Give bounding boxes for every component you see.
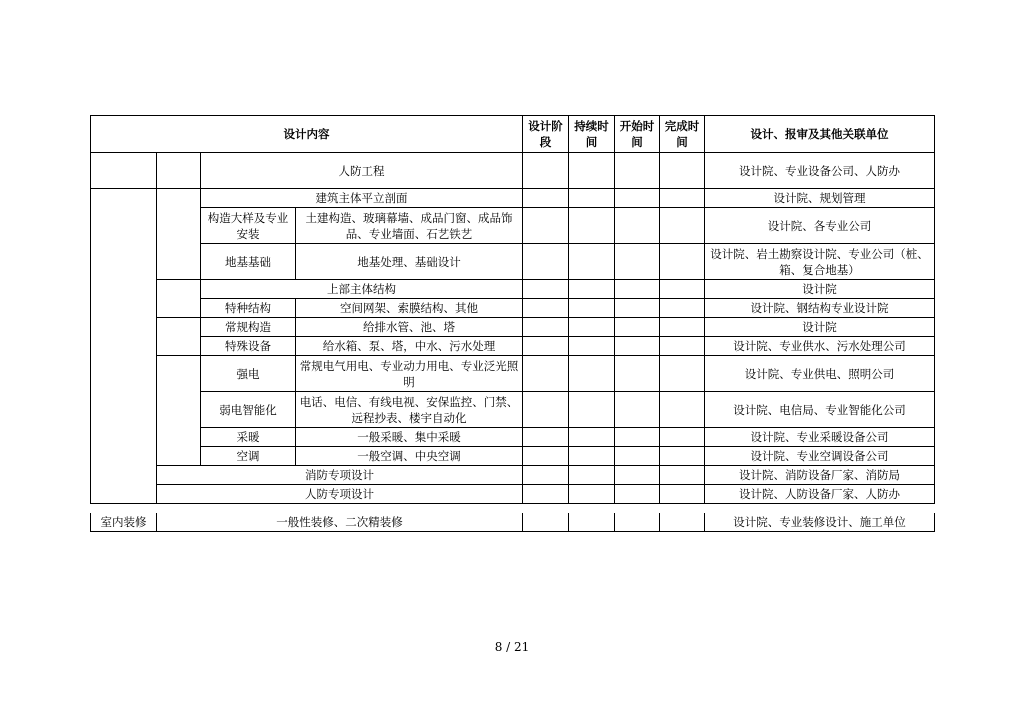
empty-cell [660, 318, 705, 337]
empty-cell [660, 485, 705, 504]
table-row [91, 208, 935, 244]
empty-cell [615, 356, 660, 392]
header-related-units: 设计、报审及其他关联单位 [705, 116, 935, 153]
row-units: 设计院、专业设备公司、人防办 [705, 153, 935, 189]
table-row [91, 318, 935, 337]
empty-cell [615, 513, 660, 532]
row-units: 设计院、各专业公司 [705, 208, 935, 244]
table-row [91, 485, 935, 504]
empty-cell [523, 337, 569, 356]
row-content: 土建构造、玻璃幕墙、成品门窗、成品饰品、专业墙面、石艺铁艺 [296, 208, 523, 244]
header-start-time: 开始时间 [615, 116, 660, 153]
empty-cell [615, 318, 660, 337]
empty-cell [569, 392, 615, 428]
group-cell [91, 189, 157, 504]
empty-cell [660, 208, 705, 244]
empty-cell [615, 337, 660, 356]
empty-cell [569, 208, 615, 244]
empty-cell [615, 208, 660, 244]
row-units: 设计院、专业供水、污水处理公司 [705, 337, 935, 356]
row-units: 设计院 [705, 318, 935, 337]
empty-cell [615, 428, 660, 447]
empty-cell [523, 280, 569, 299]
row-units: 设计院 [705, 280, 935, 299]
empty-cell [660, 513, 705, 532]
row-content: 给排水管、池、塔 [296, 318, 523, 337]
empty-cell [615, 447, 660, 466]
row-category: 构造大样及专业安装 [201, 208, 296, 244]
design-schedule-table-tail [90, 513, 935, 532]
empty-cell [660, 392, 705, 428]
table-header-row [91, 116, 935, 153]
row-content: 上部主体结构 [201, 280, 523, 299]
empty-cell [523, 299, 569, 318]
design-schedule-table [90, 115, 935, 504]
empty-cell [523, 244, 569, 280]
empty-cell [523, 447, 569, 466]
empty-cell [569, 153, 615, 189]
empty-cell [660, 244, 705, 280]
row-units: 设计院、电信局、专业智能化公司 [705, 392, 935, 428]
row-content: 人防专项设计 [157, 485, 523, 504]
empty-cell [523, 466, 569, 485]
table-row [91, 466, 935, 485]
row-units: 设计院、专业供电、照明公司 [705, 356, 935, 392]
empty-cell [615, 392, 660, 428]
empty-cell [569, 244, 615, 280]
row-content: 地基处理、基础设计 [296, 244, 523, 280]
header-design-content: 设计内容 [91, 116, 523, 153]
empty-cell [523, 485, 569, 504]
row-units: 设计院、专业装修设计、施工单位 [705, 513, 935, 532]
row-category: 采暖 [201, 428, 296, 447]
table-row [91, 392, 935, 428]
empty-cell [569, 189, 615, 208]
empty-cell [569, 280, 615, 299]
empty-cell [569, 513, 615, 532]
empty-cell [615, 189, 660, 208]
header-finish-time: 完成时间 [660, 116, 705, 153]
header-design-stage: 设计阶段 [523, 116, 569, 153]
table-row [91, 356, 935, 392]
table-row [91, 280, 935, 299]
empty-cell [660, 280, 705, 299]
row-units: 设计院、人防设备厂家、人防办 [705, 485, 935, 504]
empty-cell [615, 485, 660, 504]
empty-cell [523, 356, 569, 392]
empty-cell [523, 208, 569, 244]
header-duration: 持续时间 [569, 116, 615, 153]
row-content: 给水箱、泵、塔，中水、污水处理 [296, 337, 523, 356]
table-row [91, 153, 935, 189]
row-category: 特殊设备 [201, 337, 296, 356]
empty-cell [523, 318, 569, 337]
empty-cell [660, 337, 705, 356]
table-row [91, 299, 935, 318]
empty-cell [569, 466, 615, 485]
empty-cell [569, 356, 615, 392]
empty-cell [569, 337, 615, 356]
empty-cell [660, 466, 705, 485]
row-content: 人防工程 [201, 153, 523, 189]
empty-cell [569, 318, 615, 337]
row-category: 常规构造 [201, 318, 296, 337]
empty-cell [523, 189, 569, 208]
subgroup-cell [157, 318, 201, 356]
row-units: 设计院、规划管理 [705, 189, 935, 208]
row-units: 设计院、专业空调设备公司 [705, 447, 935, 466]
subgroup-cell [157, 280, 201, 318]
row-category: 空调 [201, 447, 296, 466]
empty-cell [615, 466, 660, 485]
empty-cell [660, 447, 705, 466]
empty-cell [523, 513, 569, 532]
empty-cell [569, 428, 615, 447]
row-content: 空间网架、索膜结构、其他 [296, 299, 523, 318]
empty-cell [569, 299, 615, 318]
empty-cell [569, 485, 615, 504]
row-category: 特种结构 [201, 299, 296, 318]
row-content: 建筑主体平立剖面 [201, 189, 523, 208]
empty-cell [660, 356, 705, 392]
empty-cell [523, 153, 569, 189]
table-row [91, 447, 935, 466]
empty-cell [615, 280, 660, 299]
empty-cell [523, 392, 569, 428]
empty-cell [157, 153, 201, 189]
table-row [91, 428, 935, 447]
row-content: 一般性装修、二次精装修 [157, 513, 523, 532]
table-row [91, 513, 935, 532]
empty-cell [523, 428, 569, 447]
empty-cell [660, 153, 705, 189]
empty-cell [91, 153, 157, 189]
row-units: 设计院、消防设备厂家、消防局 [705, 466, 935, 485]
row-category: 地基基础 [201, 244, 296, 280]
row-units: 设计院、岩土勘察设计院、专业公司（桩、箱、复合地基） [705, 244, 935, 280]
row-content: 一般采暖、集中采暖 [296, 428, 523, 447]
subgroup-cell [157, 189, 201, 280]
row-content: 常规电气用电、专业动力用电、专业泛光照明 [296, 356, 523, 392]
empty-cell [569, 447, 615, 466]
table-row [91, 337, 935, 356]
row-units: 设计院、钢结构专业设计院 [705, 299, 935, 318]
row-content: 一般空调、中央空调 [296, 447, 523, 466]
table-row [91, 189, 935, 208]
empty-cell [615, 299, 660, 318]
empty-cell [660, 428, 705, 447]
row-content: 电话、电信、有线电视、安保监控、门禁、远程抄表、楼宇自动化 [296, 392, 523, 428]
table-row [91, 244, 935, 280]
row-category: 室内装修 [91, 513, 157, 532]
empty-cell [660, 299, 705, 318]
row-category: 强电 [201, 356, 296, 392]
empty-cell [615, 153, 660, 189]
subgroup-cell [157, 356, 201, 466]
row-category: 弱电智能化 [201, 392, 296, 428]
empty-cell [660, 189, 705, 208]
page-number: 8 / 21 [494, 640, 530, 654]
row-content: 消防专项设计 [157, 466, 523, 485]
row-units: 设计院、专业采暖设备公司 [705, 428, 935, 447]
empty-cell [615, 244, 660, 280]
